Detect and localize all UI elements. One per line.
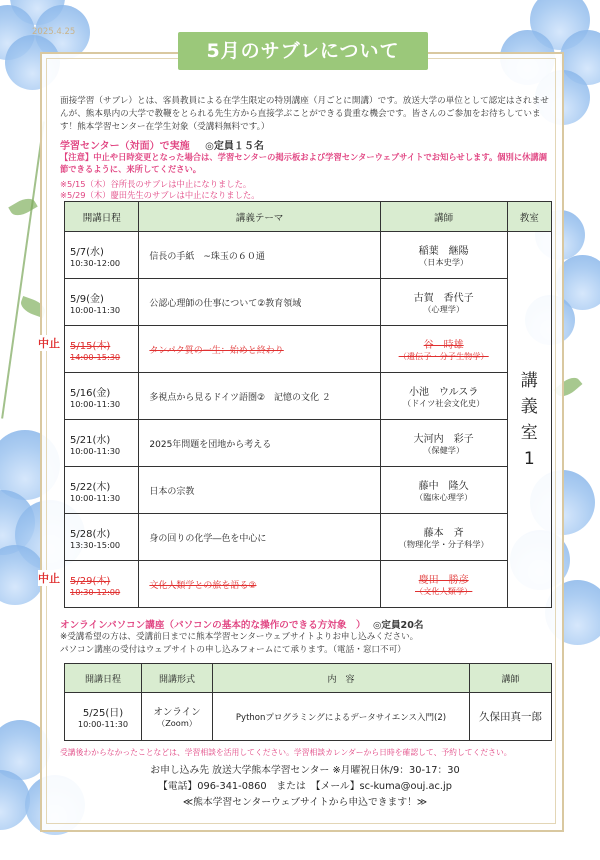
- instructor-name: 藤本 斉: [423, 528, 464, 539]
- header-theme: 講義テーマ: [139, 202, 380, 232]
- room-cell: [507, 232, 551, 608]
- instructor-cell: [380, 279, 507, 326]
- section-online-label: オンラインパソコン講座（パソコンの基本的な操作のできる方対象 ）: [60, 620, 366, 631]
- room-char: 1: [523, 448, 535, 469]
- lecture-date: 5/21(水): [70, 434, 111, 446]
- intro-text: 面接学習（サブレ）とは、客員教員による在学生限定の特別講座（月ごとに開講）です。放送大学の単位として認定はされませんが、熊本県内の大学で教鞭をとられる先生方から直接学ぶことができる貴重な機会です。皆さんのご参加をお待ちしています！熊本学習センター在学生対象（受講料無料です。）: [60, 96, 549, 132]
- lecture-theme: 日本の宗教: [139, 467, 380, 514]
- pc-header-date: 開講日程: [65, 664, 142, 693]
- table-header-row: [65, 202, 552, 232]
- section-online-title: [60, 617, 424, 631]
- instructor-cell: [380, 326, 507, 373]
- instructor-cell: [380, 232, 507, 279]
- lecture-schedule-table: [64, 201, 552, 608]
- instructor-field: （保健学）: [423, 445, 465, 455]
- date-cell: [65, 326, 139, 373]
- lecture-date: 5/9(金): [70, 293, 104, 305]
- issue-date: 2025.4.25: [32, 27, 76, 37]
- lecture-time: 10:00-11:30: [70, 492, 121, 503]
- instructor-field: （ドイツ社会文化史）: [402, 398, 485, 408]
- cancel-note: ※5/29（木）慶田先生のサブレは中止になりました。: [60, 190, 260, 200]
- section-onsite-label: 学習センター（対面）で実施: [60, 141, 190, 152]
- table-row: [65, 561, 552, 608]
- pc-header-format: 開講形式: [142, 664, 213, 693]
- instructor-cell: [380, 420, 507, 467]
- date-cell: [65, 420, 139, 467]
- cancelled-badge: 中止: [38, 572, 60, 585]
- table-row: [65, 232, 552, 279]
- lecture-theme: 信長の手紙 ~珠玉の６０通: [139, 232, 380, 279]
- date-cell: [65, 232, 139, 279]
- instructor-field: （心理学）: [423, 304, 465, 314]
- pc-header-content: 内 容: [213, 664, 470, 693]
- table-header-row: [65, 664, 552, 693]
- header-instructor: 講師: [380, 202, 507, 232]
- date-cell: [65, 279, 139, 326]
- table-row: [65, 420, 552, 467]
- section-onsite-capacity: ◎定員１５名: [205, 141, 264, 152]
- stem-decoration: [1, 121, 45, 418]
- pc-time: 10:00-11:30: [77, 719, 129, 729]
- pc-instructor-cell: 久保田真一郎: [470, 693, 552, 741]
- instructor-field: （文化人類学）: [415, 586, 473, 596]
- table-row: [65, 373, 552, 420]
- table-row: [65, 279, 552, 326]
- lecture-time: 14:00-15:30: [70, 351, 121, 362]
- online-note: ※受講希望の方は、受講前日までに熊本学習センターウェブサイトよりお申し込みください。: [60, 632, 419, 642]
- instructor-cell: [380, 561, 507, 608]
- instructor-field: （日本史学）: [419, 257, 469, 267]
- lecture-theme: 多視点から見るドイツ語圏② 記憶の文化 ２: [139, 373, 380, 420]
- online-notes: [60, 631, 418, 657]
- table-row: [65, 514, 552, 561]
- lecture-theme: タンパク質の一生：始めと終わり: [139, 326, 380, 373]
- contact-phone-email: 【電話】096-341-0860 または 【メール】sc-kuma@ouj.ac.jp: [158, 781, 452, 792]
- instructor-name: 小池 ウルスラ: [408, 387, 479, 398]
- pc-format-sub: （Zoom）: [157, 718, 197, 728]
- instructor-field: （臨床心理学）: [415, 492, 473, 502]
- section-online-capacity: ◎定員20名: [373, 620, 424, 631]
- lecture-time: 10:00-11:30: [70, 304, 121, 315]
- pc-course-table: [64, 663, 552, 741]
- lecture-time: 10:30-12:00: [70, 257, 121, 268]
- lecture-date: 5/15(木): [70, 340, 111, 352]
- date-cell: [65, 514, 139, 561]
- room-char: 義: [520, 396, 538, 417]
- instructor-name: 藤中 隆久: [418, 481, 469, 492]
- room-char: 講: [520, 370, 538, 391]
- section-onsite-title: [60, 137, 264, 152]
- cancelled-badge: 中止: [38, 337, 60, 350]
- lecture-date: 5/28(水): [70, 528, 111, 540]
- instructor-cell: [380, 373, 507, 420]
- consultation-note: 受講後わからなかったことなどは、学習相談を活用してください。学習相談カレンダーから日時を確認して、予約してください。: [60, 748, 512, 757]
- cancel-note: ※5/15（木）谷所長のサブレは中止になりました。: [60, 179, 252, 189]
- instructor-name: 稲葉 継陽: [418, 246, 469, 257]
- online-note: パソコン講座の受付はウェブサイトの申し込みフォームにて承ります。（電話・窓口不可）: [60, 645, 406, 655]
- instructor-field: （物理化学・分子科学）: [398, 539, 489, 549]
- lecture-time: 10:00-11:30: [70, 445, 121, 456]
- lecture-time: 10:00-11:30: [70, 398, 121, 409]
- lecture-date: 5/7(水): [70, 246, 104, 258]
- date-cell: [65, 373, 139, 420]
- instructor-field: （遺伝子・分子生物学）: [398, 351, 489, 361]
- contact-address: お申し込み先 放送大学熊本学習センター ※月曜祝日休/9：30-17：30: [150, 765, 460, 776]
- header-room: 教室: [507, 202, 551, 232]
- lecture-theme: 公認心理師の仕事について②教育領域: [139, 279, 380, 326]
- instructor-cell: [380, 467, 507, 514]
- instructor-name: 慶田 勝彦: [418, 575, 469, 586]
- instructor-cell: [380, 514, 507, 561]
- date-cell: [65, 561, 139, 608]
- pc-date: 5/25(日): [82, 708, 124, 719]
- notice-text: 【注意】中止や日時変更となった場合は、学習センターの掲示板および学習センターウェブサイトでお知らせします。個別に休講調節できるように、来所してください。: [60, 152, 548, 174]
- room-char: 室: [520, 422, 538, 443]
- lecture-theme: 2025年問題を団地から考える: [139, 420, 380, 467]
- lecture-time: 13:30-15:00: [70, 539, 121, 550]
- lecture-theme: 身の回りの化学―色を中心に: [139, 514, 380, 561]
- instructor-name: 大河内 彩子: [413, 434, 474, 445]
- lecture-date: 5/22(木): [70, 481, 111, 493]
- instructor-name: 谷 時雄: [423, 340, 464, 351]
- instructor-name: 古賀 香代子: [413, 293, 474, 304]
- table-row: [65, 693, 552, 741]
- pc-header-instructor: 講師: [470, 664, 552, 693]
- date-cell: [65, 467, 139, 514]
- lecture-date: 5/16(金): [70, 387, 111, 399]
- pc-date-cell: [65, 693, 142, 741]
- lecture-theme: 文化人類学との旅を語る②: [139, 561, 380, 608]
- pc-format-cell: [142, 693, 213, 741]
- contact-website-note: ≪熊本学習センターウェブサイトから申込できます！≫: [182, 797, 428, 808]
- lecture-date: 5/29(木): [70, 575, 111, 587]
- table-row: [65, 467, 552, 514]
- page-title: 5月のサブレについて: [178, 32, 428, 70]
- header-date: 開講日程: [65, 202, 139, 232]
- table-row: [65, 326, 552, 373]
- pc-content-cell: Pythonプログラミングによるデータサイエンス入門(2): [213, 693, 470, 741]
- pc-format: オンライン: [153, 707, 201, 718]
- lecture-time: 10:30-12:00: [70, 586, 121, 597]
